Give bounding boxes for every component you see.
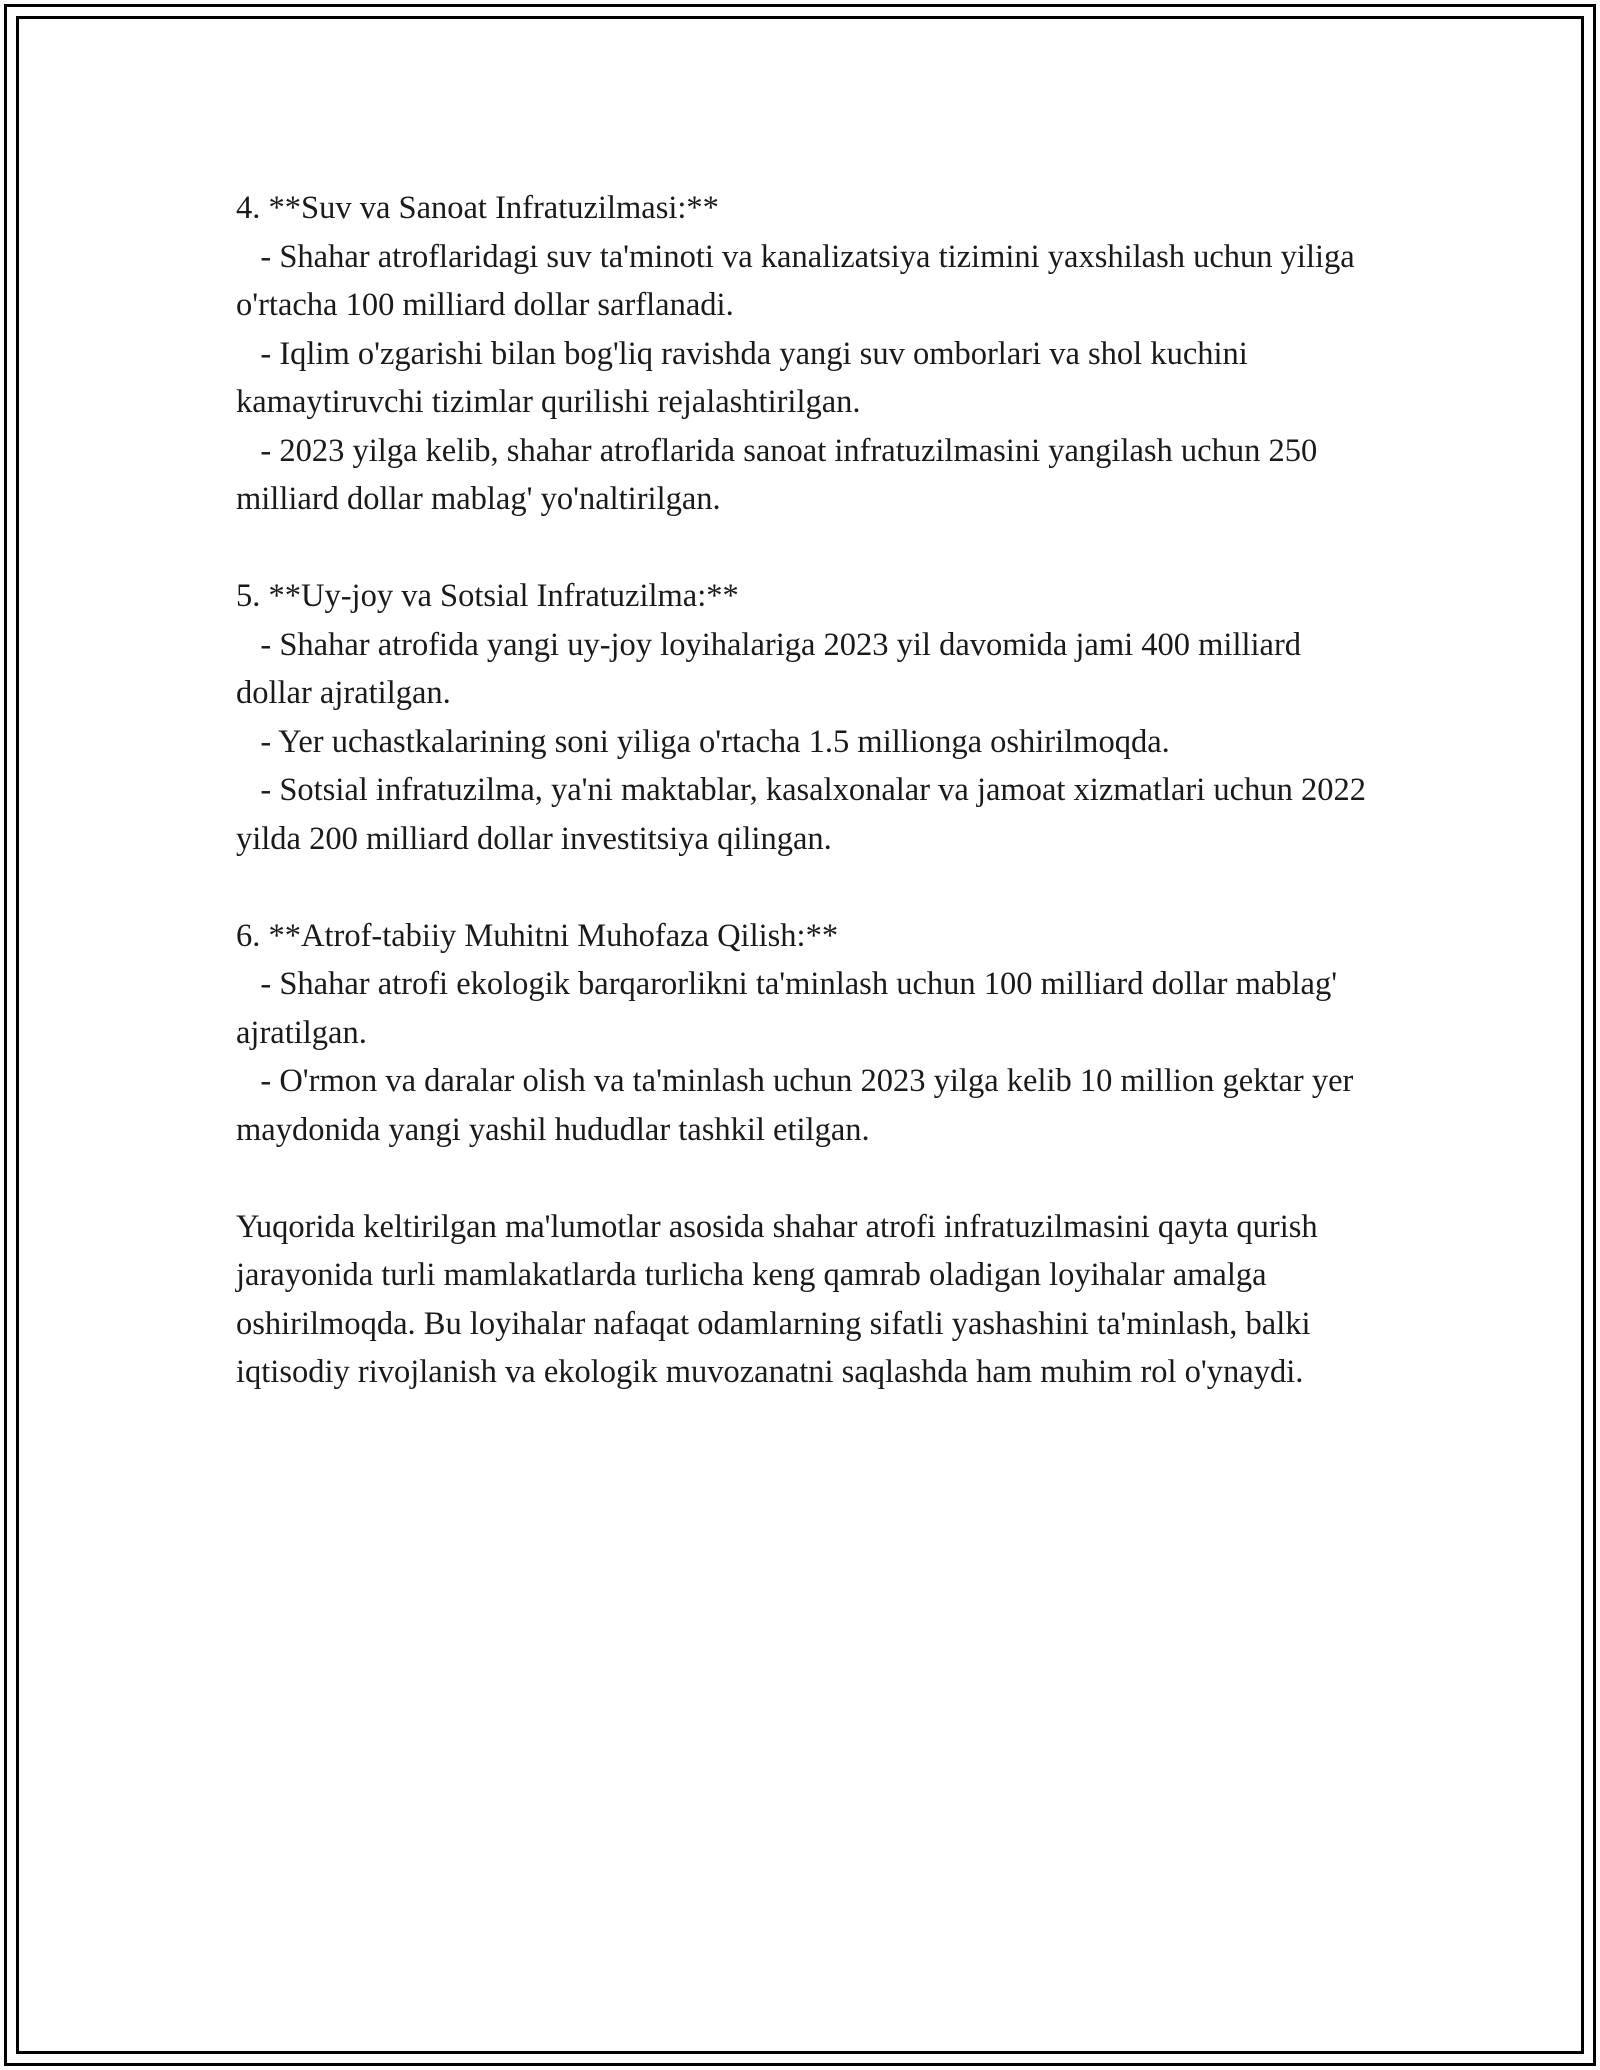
document-body (236, 184, 1376, 1397)
bullet-item: - O'rmon va daralar olish va ta'minlash uchun 2023 yilga kelib 10 million gektar yer maydonida yangi yashil hududlar tashkil etilgan. (236, 1063, 1362, 1148)
closing-paragraph: Yuqorida keltirilgan ma'lumotlar asosida shahar atrofi infratuzilmasini qayta qurish jarayonida turli mamlakatlarda turlicha keng qamrab oladigan loyihalar amalga oshirilmoqda. Bu loyihalar nafaqat odamlarning sifatli yashashini ta'minlash, balki iqtisodiy rivojlanish va ekologik muvozanatni saqlashda ham muhim rol o'ynaydi. (236, 1208, 1318, 1390)
bullet-item: - Sotsial infratuzilma, ya'ni maktablar, kasalxonalar va jamoat xizmatlari uchun 2022 yilda 200 milliard dollar investitsiya qilingan. (236, 772, 1375, 857)
bullet-item: - Yer uchastkalarining soni yiliga o'rtacha 1.5 millionga oshirilmoqda. (236, 723, 1170, 760)
section-housing-social (236, 572, 1376, 863)
bullet-item: - 2023 yilga kelib, shahar atroflarida sanoat infratuzilmasini yangilash uchun 250 milliard dollar mablag' yo'naltirilgan. (236, 432, 1326, 517)
section-environment (236, 912, 1376, 1155)
section-heading: 6. **Atrof-tabiiy Muhitni Muhofaza Qilish:** (236, 917, 839, 954)
section-heading: 4. **Suv va Sanoat Infratuzilmasi:** (236, 190, 719, 226)
bullet-item: - Shahar atrofi ekologik barqarorlikni ta'minlash uchun 100 milliard dollar mablag' ajratilgan. (236, 966, 1346, 1051)
bullet-item: - Shahar atrofida yangi uy-joy loyihalariga 2023 yil davomida jami 400 milliard dollar ajratilgan. (236, 626, 1310, 711)
section-heading: 5. **Uy-joy va Sotsial Infratuzilma:** (236, 578, 739, 614)
section-water-industry (236, 184, 1376, 524)
bullet-item: - Iqlim o'zgarishi bilan bog'liq ravishda yangi suv omborlari va shol kuchini kamaytiruvchi tizimlar qurilishi rejalashtirilgan. (236, 335, 1256, 420)
bullet-item: - Shahar atroflaridagi suv ta'minoti va kanalizatsiya tizimini yaxshilash uchun yiliga o'rtacha 100 milliard dollar sarflanadi. (236, 238, 1363, 323)
